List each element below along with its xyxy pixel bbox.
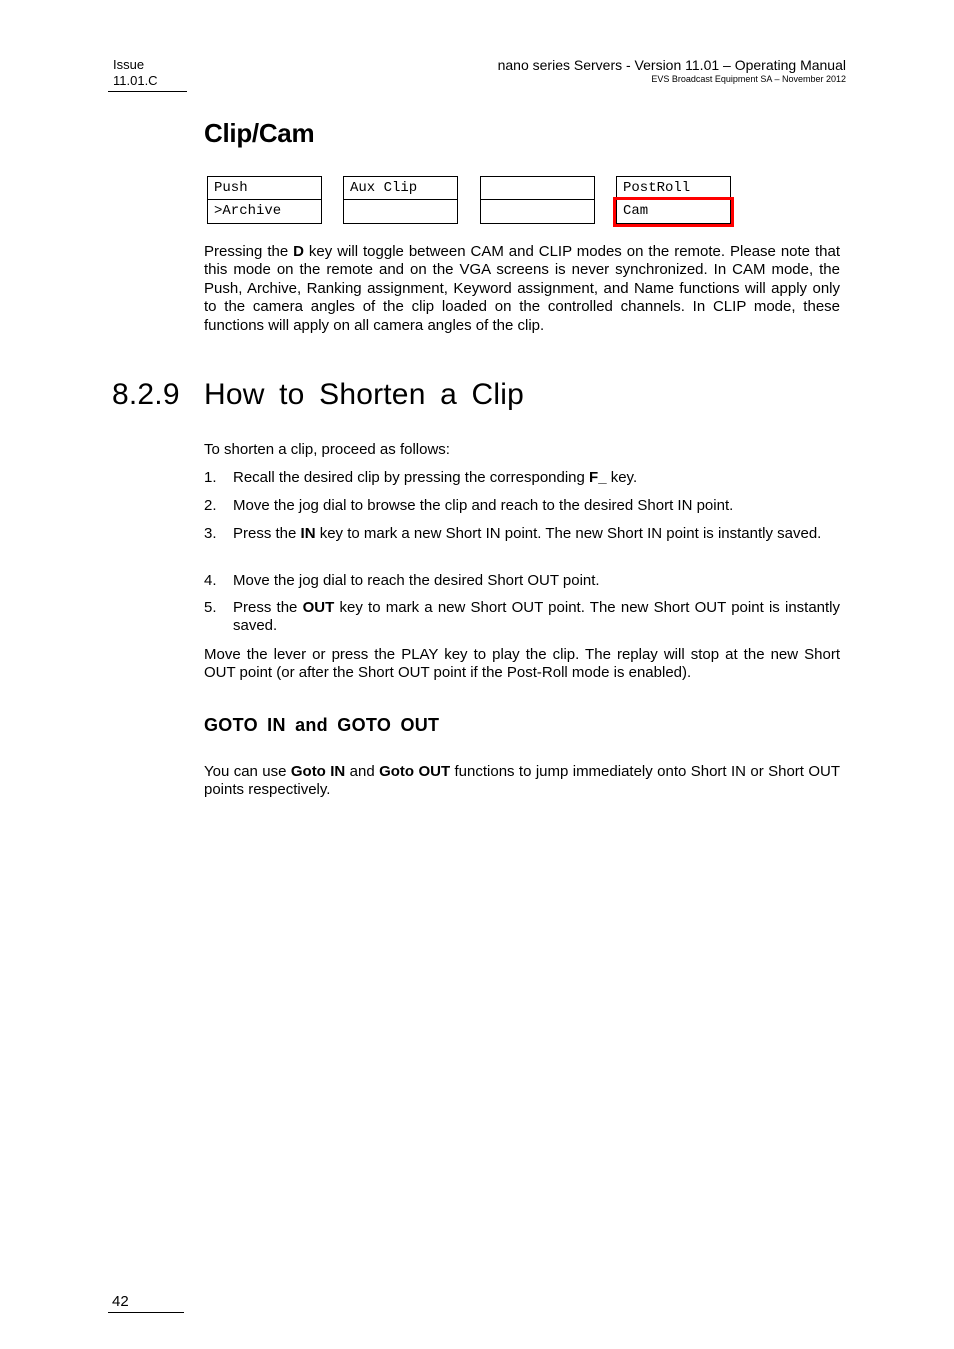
list-item [204,525,840,543]
step-number: 3. [204,525,217,542]
page-number: 42 [112,1293,129,1310]
text-run: key. [606,469,638,486]
step-number: 1. [204,469,217,486]
clipcam-heading: Clip/Cam [204,118,315,148]
list-item [204,572,840,590]
goto-heading: GOTO IN and GOTO OUT [204,715,440,735]
lcd-group-3 [480,176,595,224]
text-run: Press the [233,525,301,542]
lcd-cell-empty [480,176,595,200]
goto-description [204,763,840,800]
lcd-group-2 [343,176,458,224]
key-name: OUT [302,599,335,616]
lcd-cell-empty [343,200,458,224]
list-item [204,599,840,636]
text-run: Press the [233,599,303,616]
lcd-cell-aux-clip: Aux Clip [343,176,458,200]
step-number: 5. [204,599,217,616]
list-item [204,497,840,515]
text-run: and [345,763,380,780]
lcd-cell-postroll: PostRoll [616,176,731,200]
section-heading [112,378,524,412]
clipcam-description [204,243,840,335]
section-intro: To shorten a clip, proceed as follows: [204,441,450,458]
key-name: F_ [589,469,607,486]
lcd-group-1 [207,176,322,224]
lcd-cell-empty [480,200,595,224]
text-run: Pressing the [204,243,294,260]
text-run: key to mark a new Short IN point. The new Short IN point is instantly saved. [315,525,822,542]
manual-title: nano series Servers - Version 11.01 – Operating Manual [497,57,846,73]
key-name: D [293,243,304,260]
text-run: Move the jog dial to reach the desired Short OUT point. [233,572,600,589]
text-run: You can use [204,763,291,780]
step-number: 2. [204,497,217,514]
section-closing: Move the lever or press the PLAY key to play the clip. The replay will stop at the new Short OUT point (or after the Short OUT point if the Post-Roll mode is enabled). [204,646,840,682]
function-name: Goto OUT [379,763,451,780]
lcd-cell-cam-highlighted: Cam [616,200,731,224]
issue-number: 11.01.C [113,73,158,88]
section-number: 8.2.9 [112,378,180,411]
list-item [204,469,840,487]
running-header [498,57,846,85]
function-name: Goto IN [290,763,346,780]
section-title: How to Shorten a Clip [204,378,525,411]
text-run: key to mark a new Short OUT point. The new Short OUT point is instantly saved. [233,599,841,635]
text-run: key will toggle between CAM and CLIP modes on the remote. Please note that this mode on the remote and on the VGA screens is never synchronized. In CAM mode, the Push, Archive, Ranking assignment, Keyword assignment, and Name functions will apply only to the camera angles of the clip loaded on the controlled channels. In CLIP mode, these functions will apply on all camera angles of the clip. [204,243,840,334]
text-run: Move the jog dial to browse the clip and reach to the desired Short IN point. [233,497,734,514]
key-name: IN [300,525,316,542]
lcd-cell-archive: >Archive [207,200,322,224]
issue-block [108,57,187,92]
lcd-group-4 [616,176,731,224]
text-run: functions to jump immediately onto Short IN or Short OUT points respectively. [204,763,840,799]
manual-subtitle: EVS Broadcast Equipment SA – November 2012 [651,74,846,84]
page-footer [108,1292,184,1313]
lcd-cell-push: Push [207,176,322,200]
issue-label: Issue [113,57,145,72]
text-run: Recall the desired clip by pressing the corresponding [233,469,590,486]
step-number: 4. [204,572,217,589]
